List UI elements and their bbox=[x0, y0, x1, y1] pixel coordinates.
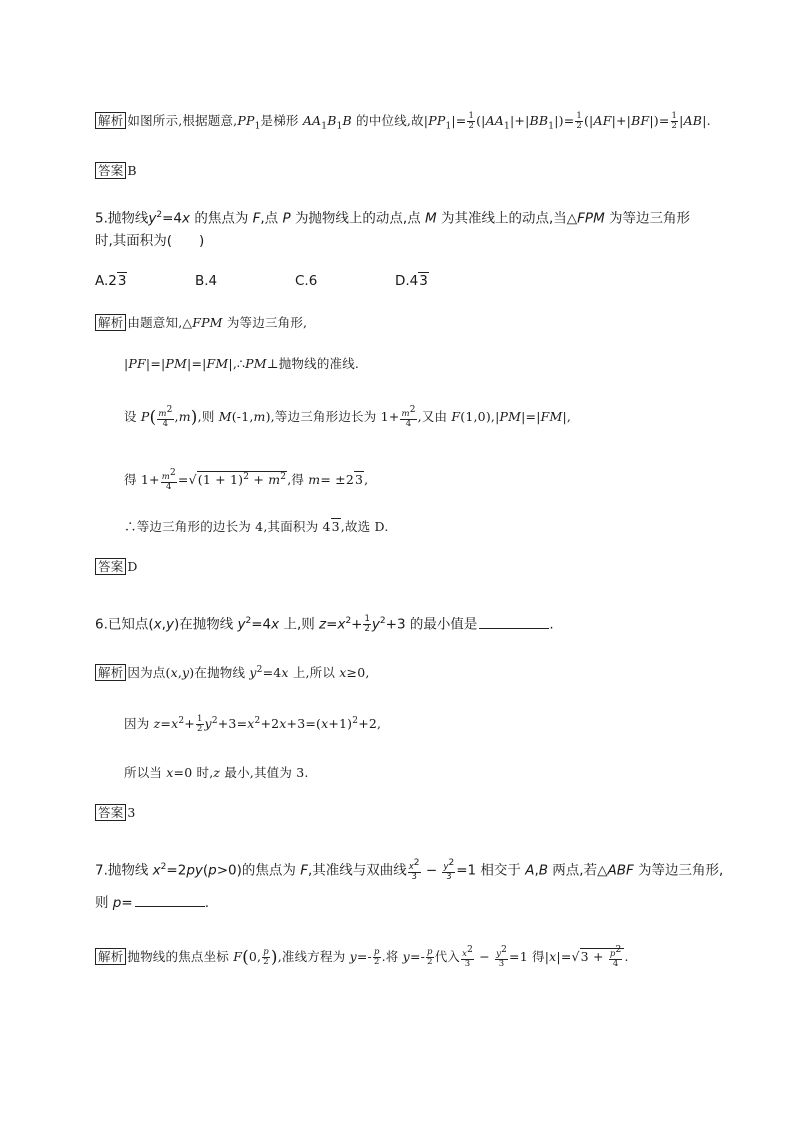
answer-label: 答案 bbox=[95, 162, 126, 179]
q5-analysis: 解析 由题意知,△FPM 为等边三角形, bbox=[95, 314, 307, 332]
q5-answer-value: D bbox=[127, 559, 138, 574]
q5-stem: 5.抛物线$y^2=4x$ 的焦点为 F,点 P 为抛物线上的动点,点 M 为其准线上的动点,当△FPM 为等边三角形 bbox=[95, 210, 691, 227]
answer-blank bbox=[135, 894, 205, 907]
q5-stem-line2: 时,其面积为( ) bbox=[95, 233, 205, 249]
option-a: A.23 bbox=[95, 273, 127, 289]
analysis-label: 解析 bbox=[95, 664, 126, 681]
option-d: D.43 bbox=[395, 273, 428, 289]
q5-analysis-line3: 设 P( $\frac{m^2}{4}$ ,m),则 M(-1,m),等边三角形边长为 1+ $\frac{m^2}{4}$ ,又由 F(1,0),|PM|=|FM|, bbox=[124, 405, 572, 429]
q6-analysis-line3: 所以当 x=0 时,z 最小,其值为 3. bbox=[124, 765, 309, 780]
answer-blank bbox=[479, 616, 549, 629]
analysis-label: 解析 bbox=[95, 314, 126, 331]
q7-analysis: 解析 抛物线的焦点坐标 F(0, $\frac{p}{2}$ ),准线方程为 y=- $\frac{p}{2}$ .将 y=- $\frac{p}{2}$ 代入 $\frac{x^2}{3}$ − $\frac{y^2}{3}$ =1 得|x|=√3 + $\frac{p^2}{4}$ . bbox=[95, 946, 629, 969]
analysis-label: 解析 bbox=[95, 948, 126, 965]
q4-analysis: 解析 如图所示,根据题意$,PP_1$是梯形 $AA_1B_1B$ 的中位线,故$|PP_1|=$ $\frac{1}{2}$ $(|AA_1|+|BB_1|)=$ $\frac{1}{2}$ (|AF|+|BF|)= $\frac{1}{2}$ |AB|. bbox=[95, 112, 711, 136]
answer-label: 答案 bbox=[95, 804, 126, 821]
q4-answer-value: B bbox=[127, 163, 137, 178]
q6-analysis: 解析 因为点(x,y)在抛物线 $y^2=4x$ 上,所以 x≥0, bbox=[95, 661, 370, 682]
q5-answer bbox=[95, 558, 138, 576]
q6-answer-value: 3 bbox=[127, 805, 136, 820]
q5-analysis-line2: |PF|=|PM|=|FM|,∴PM⊥抛物线的准线. bbox=[124, 356, 360, 371]
q5-options bbox=[95, 272, 495, 290]
analysis-label: 解析 bbox=[95, 112, 126, 129]
option-c: C.6 bbox=[295, 273, 318, 289]
q5-analysis-line4: 得 1+ $\frac{m^2}{4}$ $=√(1 + 1)^2 + m^2$,得 m= ±23, bbox=[124, 468, 369, 493]
q6-analysis-line2: 因为 $z=x^2+$ $\frac{1}{2}$ $y^2+3=x^2+2x+3=(x+1)^2+2$, bbox=[124, 714, 382, 735]
answer-label: 答案 bbox=[95, 558, 126, 575]
q6-stem: 6.已知点(x,y)在抛物线 $y^2=4x$ 上,则 $z=x^2+$ $\frac{1}{2}$ $y^2+3$ 的最小值是 . bbox=[95, 614, 554, 634]
q5-analysis-line5: ∴等边三角形的边长为 4,其面积为 43,故选 D. bbox=[124, 519, 389, 534]
q7-stem: 7.抛物线 $x^2=2py(p>0)$的焦点为 F,其准线与双曲线 $\frac{x^2}{3}$ − $\frac{y^2}{3}$ =1 相交于 A,B 两点,若△ABF 为等边三角形, bbox=[95, 858, 724, 882]
option-b: B.4 bbox=[195, 273, 218, 289]
q4-answer bbox=[95, 162, 137, 180]
q6-answer bbox=[95, 804, 136, 822]
q7-stem-line2: 则 p= . bbox=[95, 895, 209, 911]
